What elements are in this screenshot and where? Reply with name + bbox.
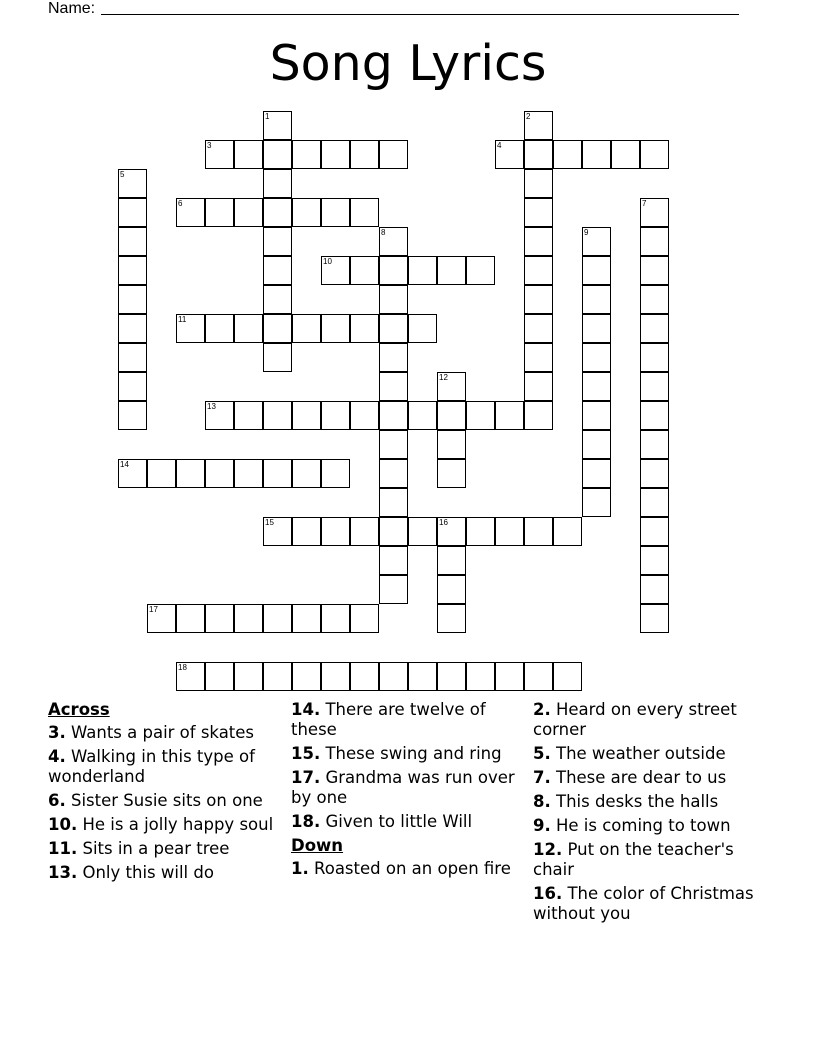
grid-cell[interactable] xyxy=(582,314,611,343)
clue-text: These swing and ring xyxy=(320,744,502,763)
clue-text: Roasted on an open fire xyxy=(308,859,511,878)
grid-cell[interactable] xyxy=(379,372,408,401)
grid-cell[interactable] xyxy=(611,140,640,169)
grid-cell[interactable] xyxy=(234,662,263,691)
grid-cell[interactable] xyxy=(408,256,437,285)
grid-cell[interactable] xyxy=(118,343,147,372)
grid-cell[interactable] xyxy=(524,662,553,691)
clue-number: 17 xyxy=(149,605,158,614)
down-clue xyxy=(533,792,763,812)
grid-cell[interactable] xyxy=(524,285,553,314)
grid-cell[interactable] xyxy=(582,430,611,459)
grid-cell[interactable] xyxy=(379,401,408,430)
grid-cell[interactable] xyxy=(379,256,408,285)
down-clue xyxy=(533,840,763,880)
grid-cell[interactable] xyxy=(147,459,176,488)
clue-number: 12 xyxy=(439,373,448,382)
grid-cell[interactable] xyxy=(379,140,408,169)
grid-cell[interactable] xyxy=(234,604,263,633)
grid-cell[interactable] xyxy=(321,314,350,343)
grid-cell[interactable] xyxy=(437,372,466,401)
clue-text: Put on the teacher's chair xyxy=(533,840,734,879)
grid-cell[interactable] xyxy=(263,662,292,691)
across-clue xyxy=(291,700,516,740)
clue-number: 4 xyxy=(497,141,502,150)
clue-number: 5 xyxy=(120,170,125,179)
grid-cell[interactable] xyxy=(640,227,669,256)
grid-cell[interactable] xyxy=(350,198,379,227)
grid-cell[interactable] xyxy=(640,256,669,285)
grid-cell[interactable] xyxy=(234,401,263,430)
clue-text: Walking in this type of wonderland xyxy=(48,747,255,786)
grid-cell[interactable] xyxy=(263,285,292,314)
clue-text: He is coming to town xyxy=(550,816,731,835)
grid-cell[interactable] xyxy=(350,517,379,546)
grid-cell[interactable] xyxy=(234,198,263,227)
clue-text: The color of Christmas without you xyxy=(533,884,754,923)
grid-cell[interactable] xyxy=(408,517,437,546)
grid-cell[interactable] xyxy=(379,575,408,604)
grid-cell[interactable] xyxy=(321,256,350,285)
grid-cell[interactable] xyxy=(263,459,292,488)
grid-cell[interactable] xyxy=(495,517,524,546)
grid-cell[interactable] xyxy=(524,111,553,140)
across-clue xyxy=(291,768,516,808)
down-clue xyxy=(291,859,516,879)
grid-cell[interactable] xyxy=(292,662,321,691)
clue-number: 14 xyxy=(120,460,129,469)
grid-cell[interactable] xyxy=(263,198,292,227)
grid-cell[interactable] xyxy=(582,401,611,430)
grid-cell[interactable] xyxy=(205,604,234,633)
clue-number-label: 4. xyxy=(48,747,66,766)
grid-cell[interactable] xyxy=(263,256,292,285)
grid-cell[interactable] xyxy=(582,459,611,488)
clues-column-3 xyxy=(533,700,763,928)
grid-cell[interactable] xyxy=(321,662,350,691)
clues-column-2 xyxy=(291,700,516,883)
clue-text: Sister Susie sits on one xyxy=(65,791,263,810)
grid-cell[interactable] xyxy=(466,517,495,546)
clue-number-label: 11. xyxy=(48,839,78,858)
across-clue xyxy=(48,815,278,835)
grid-cell[interactable] xyxy=(379,343,408,372)
grid-cell[interactable] xyxy=(350,314,379,343)
grid-cell[interactable] xyxy=(524,140,553,169)
grid-cell[interactable] xyxy=(437,256,466,285)
grid-cell[interactable] xyxy=(466,256,495,285)
clue-number-label: 5. xyxy=(533,744,551,763)
grid-cell[interactable] xyxy=(640,430,669,459)
grid-cell[interactable] xyxy=(263,401,292,430)
grid-cell[interactable] xyxy=(118,314,147,343)
grid-cell[interactable] xyxy=(263,517,292,546)
grid-cell[interactable] xyxy=(263,314,292,343)
grid-cell[interactable] xyxy=(466,662,495,691)
grid-cell[interactable] xyxy=(437,430,466,459)
grid-cell[interactable] xyxy=(582,488,611,517)
clue-number-label: 14. xyxy=(291,700,321,719)
grid-cell[interactable] xyxy=(118,401,147,430)
clue-number: 3 xyxy=(207,141,212,150)
grid-cell[interactable] xyxy=(350,662,379,691)
grid-cell[interactable] xyxy=(408,401,437,430)
down-heading: Down xyxy=(291,836,344,855)
name-field[interactable] xyxy=(48,0,739,18)
grid-cell[interactable] xyxy=(524,256,553,285)
grid-cell[interactable] xyxy=(640,488,669,517)
grid-cell[interactable] xyxy=(205,140,234,169)
grid-cell[interactable] xyxy=(205,401,234,430)
grid-cell[interactable] xyxy=(582,372,611,401)
grid-cell[interactable] xyxy=(437,575,466,604)
grid-cell[interactable] xyxy=(640,343,669,372)
grid-cell[interactable] xyxy=(408,314,437,343)
clue-number-label: 12. xyxy=(533,840,563,859)
grid-cell[interactable] xyxy=(640,198,669,227)
grid-cell[interactable] xyxy=(321,517,350,546)
across-clue xyxy=(48,839,278,859)
grid-cell[interactable] xyxy=(466,401,495,430)
across-heading: Across xyxy=(48,700,110,719)
grid-cell[interactable] xyxy=(292,517,321,546)
clue-number-label: 6. xyxy=(48,791,66,810)
grid-cell[interactable] xyxy=(524,198,553,227)
grid-cell[interactable] xyxy=(640,285,669,314)
grid-cell[interactable] xyxy=(437,604,466,633)
clue-number-label: 9. xyxy=(533,816,551,835)
grid-cell[interactable] xyxy=(118,285,147,314)
clue-number: 16 xyxy=(439,518,448,527)
grid-cell[interactable] xyxy=(524,401,553,430)
grid-cell[interactable] xyxy=(205,198,234,227)
grid-cell[interactable] xyxy=(379,546,408,575)
grid-cell[interactable] xyxy=(292,140,321,169)
across-clue xyxy=(291,744,516,764)
grid-cell[interactable] xyxy=(553,517,582,546)
clue-text: This desks the halls xyxy=(550,792,719,811)
grid-cell[interactable] xyxy=(321,459,350,488)
grid-cell[interactable] xyxy=(350,401,379,430)
grid-cell[interactable] xyxy=(321,401,350,430)
grid-cell[interactable] xyxy=(205,314,234,343)
grid-cell[interactable] xyxy=(350,256,379,285)
grid-cell[interactable] xyxy=(292,459,321,488)
down-clue xyxy=(533,768,763,788)
clue-text: Wants a pair of skates xyxy=(65,723,255,742)
grid-cell[interactable] xyxy=(640,604,669,633)
down-clue xyxy=(533,816,763,836)
grid-cell[interactable] xyxy=(292,198,321,227)
clue-text: Only this will do xyxy=(77,863,214,882)
clue-number: 10 xyxy=(323,257,332,266)
grid-cell[interactable] xyxy=(118,169,147,198)
grid-cell[interactable] xyxy=(118,256,147,285)
grid-cell[interactable] xyxy=(582,227,611,256)
grid-cell[interactable] xyxy=(640,546,669,575)
clue-text: Heard on every street corner xyxy=(533,700,737,739)
clue-number-label: 17. xyxy=(291,768,321,787)
grid-cell[interactable] xyxy=(118,198,147,227)
clue-number: 18 xyxy=(178,663,187,672)
clue-number: 11 xyxy=(178,315,187,324)
grid-cell[interactable] xyxy=(118,459,147,488)
clue-number-label: 10. xyxy=(48,815,78,834)
grid-cell[interactable] xyxy=(582,343,611,372)
across-clue xyxy=(48,863,278,883)
clue-number: 9 xyxy=(584,228,589,237)
grid-cell[interactable] xyxy=(553,662,582,691)
clue-number: 8 xyxy=(381,228,386,237)
grid-cell[interactable] xyxy=(524,227,553,256)
clue-number: 2 xyxy=(526,112,531,121)
clue-text: He is a jolly happy soul xyxy=(77,815,274,834)
clue-number-label: 3. xyxy=(48,723,66,742)
clue-text: Grandma was run over by one xyxy=(291,768,515,807)
grid-cell[interactable] xyxy=(379,488,408,517)
grid-cell[interactable] xyxy=(292,401,321,430)
grid-cell[interactable] xyxy=(292,314,321,343)
grid-cell[interactable] xyxy=(524,372,553,401)
clue-text: These are dear to us xyxy=(550,768,727,787)
grid-cell[interactable] xyxy=(495,140,524,169)
grid-cell[interactable] xyxy=(263,343,292,372)
grid-cell[interactable] xyxy=(350,604,379,633)
clue-number-label: 13. xyxy=(48,863,78,882)
grid-cell[interactable] xyxy=(118,227,147,256)
clue-number-label: 2. xyxy=(533,700,551,719)
grid-cell[interactable] xyxy=(234,140,263,169)
name-label: Name: xyxy=(48,0,96,17)
clue-number: 1 xyxy=(265,112,270,121)
grid-cell[interactable] xyxy=(640,401,669,430)
grid-cell[interactable] xyxy=(147,604,176,633)
grid-cell[interactable] xyxy=(205,662,234,691)
grid-cell[interactable] xyxy=(379,517,408,546)
grid-cell[interactable] xyxy=(524,169,553,198)
grid-cell[interactable] xyxy=(408,662,437,691)
grid-cell[interactable] xyxy=(379,662,408,691)
down-clue xyxy=(533,700,763,740)
grid-cell[interactable] xyxy=(176,662,205,691)
across-clue xyxy=(48,723,278,743)
clue-text: There are twelve of these xyxy=(291,700,486,739)
grid-cell[interactable] xyxy=(292,604,321,633)
grid-cell[interactable] xyxy=(437,517,466,546)
grid-cell[interactable] xyxy=(582,140,611,169)
clue-number: 7 xyxy=(642,199,647,208)
grid-cell[interactable] xyxy=(379,459,408,488)
across-clue xyxy=(291,812,516,832)
clue-text: Given to little Will xyxy=(320,812,473,831)
clue-number-label: 18. xyxy=(291,812,321,831)
grid-cell[interactable] xyxy=(263,140,292,169)
grid-cell[interactable] xyxy=(640,372,669,401)
grid-cell[interactable] xyxy=(640,575,669,604)
clue-number: 15 xyxy=(265,518,274,527)
grid-cell[interactable] xyxy=(176,198,205,227)
across-clue xyxy=(48,791,278,811)
grid-cell[interactable] xyxy=(321,604,350,633)
grid-cell[interactable] xyxy=(321,140,350,169)
clue-number: 6 xyxy=(178,199,183,208)
grid-cell[interactable] xyxy=(640,459,669,488)
grid-cell[interactable] xyxy=(263,604,292,633)
grid-cell[interactable] xyxy=(321,198,350,227)
grid-cell[interactable] xyxy=(640,517,669,546)
grid-cell[interactable] xyxy=(379,285,408,314)
grid-cell[interactable] xyxy=(524,517,553,546)
grid-cell[interactable] xyxy=(176,604,205,633)
grid-cell[interactable] xyxy=(379,314,408,343)
grid-cell[interactable] xyxy=(524,343,553,372)
grid-cell[interactable] xyxy=(263,227,292,256)
clue-number-label: 1. xyxy=(291,859,309,878)
grid-cell[interactable] xyxy=(350,140,379,169)
clue-number-label: 16. xyxy=(533,884,563,903)
grid-cell[interactable] xyxy=(205,459,234,488)
grid-cell[interactable] xyxy=(495,662,524,691)
across-clue xyxy=(48,747,278,787)
grid-cell[interactable] xyxy=(437,459,466,488)
clue-number-label: 15. xyxy=(291,744,321,763)
down-clue xyxy=(533,884,763,924)
clue-number: 13 xyxy=(207,402,216,411)
clue-number-label: 7. xyxy=(533,768,551,787)
clue-text: Sits in a pear tree xyxy=(77,839,230,858)
grid-cell[interactable] xyxy=(234,459,263,488)
clues-column-1 xyxy=(48,700,278,887)
grid-cell[interactable] xyxy=(263,169,292,198)
grid-cell[interactable] xyxy=(234,314,263,343)
grid-cell[interactable] xyxy=(582,285,611,314)
grid-cell[interactable] xyxy=(437,401,466,430)
grid-cell[interactable] xyxy=(582,256,611,285)
clue-text: The weather outside xyxy=(550,744,726,763)
grid-cell[interactable] xyxy=(379,227,408,256)
grid-cell[interactable] xyxy=(118,372,147,401)
grid-cell[interactable] xyxy=(176,459,205,488)
grid-cell[interactable] xyxy=(524,314,553,343)
grid-cell[interactable] xyxy=(495,401,524,430)
grid-cell[interactable] xyxy=(640,314,669,343)
grid-cell[interactable] xyxy=(263,111,292,140)
grid-cell[interactable] xyxy=(437,546,466,575)
grid-cell[interactable] xyxy=(437,662,466,691)
page-title: Song Lyrics xyxy=(269,35,547,92)
grid-cell[interactable] xyxy=(176,314,205,343)
grid-cell[interactable] xyxy=(640,140,669,169)
down-clue xyxy=(533,744,763,764)
name-underline[interactable] xyxy=(101,0,739,15)
grid-cell[interactable] xyxy=(379,430,408,459)
grid-cell[interactable] xyxy=(553,140,582,169)
clue-number-label: 8. xyxy=(533,792,551,811)
